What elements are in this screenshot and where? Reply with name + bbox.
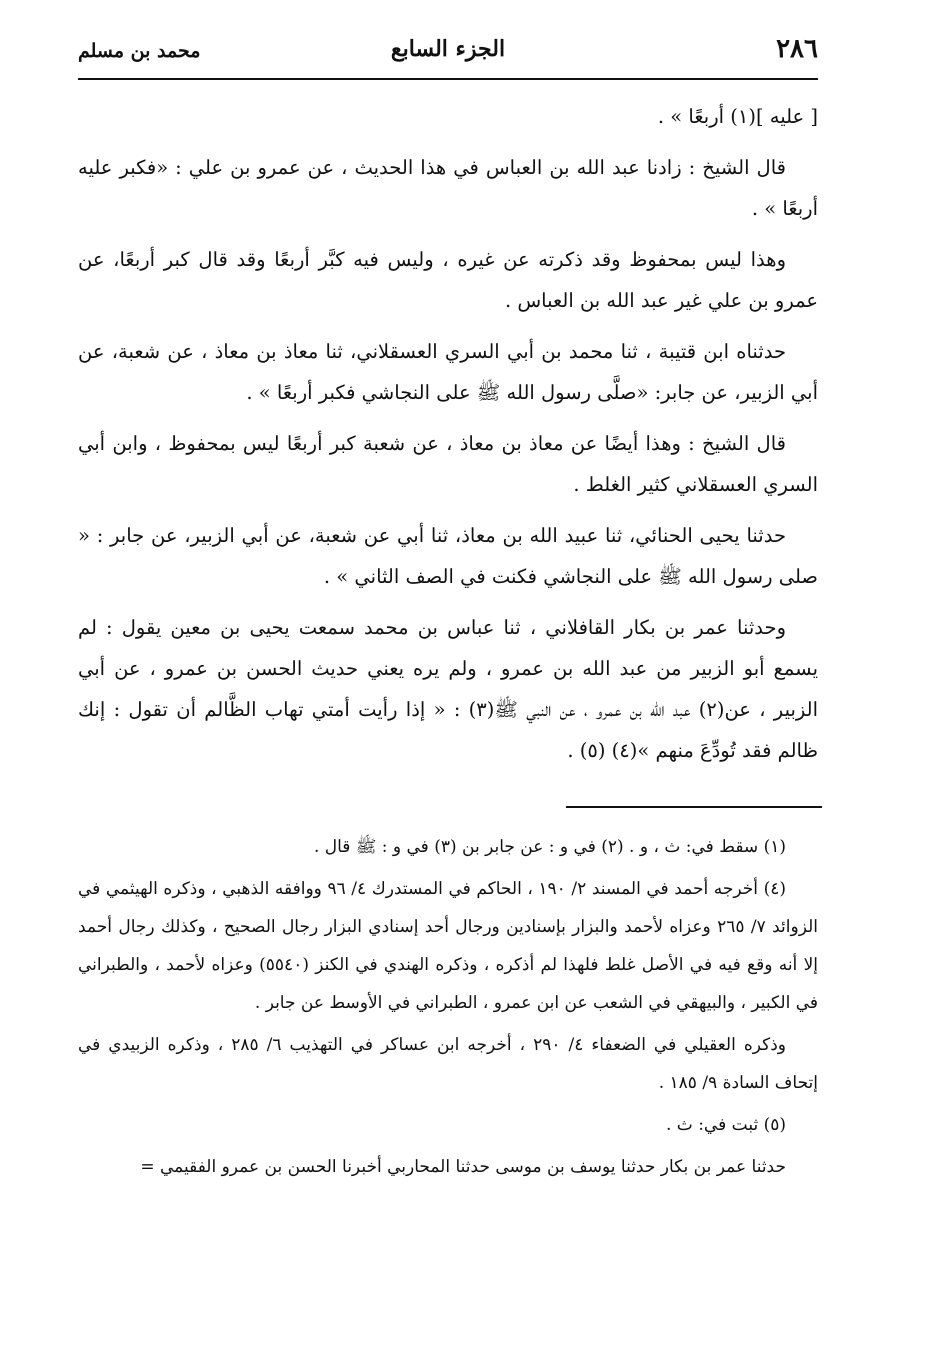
footnote-5: (٥) ثبت في: ث . [665,1115,786,1135]
header-rule [78,78,818,80]
paragraph-4: حدثناه ابن قتيبة ، ثنا محمد بن أبي السري العسقلاني، ثنا معاذ بن معاذ ، عن شعبة، عن أبي الزبير، عن جابر: «صلَّى رسول الله ﷺ على النجاشي فكبر أربعًا » . [78,340,818,404]
paragraph-2: قال الشيخ : زادنا عبد الله بن العباس في هذا الحديث ، عن عمرو بن علي : «فكبر عليه أربعًا » . [78,156,818,220]
footnote-5-continued: حدثنا عمر بن بكار حدثنا يوسف بن موسى حدثنا المحاربي أخبرنا الحسن بن عمرو الفقيمي = [140,1157,786,1177]
volume-title: الجزء السابع [390,36,506,62]
footnote-rule [566,806,822,808]
footnote-1-3: (١) سقط في: ث ، و . (٢) في و : عن جابر بن (٣) في و : ﷺ قال . [313,837,786,857]
paragraph-6: حدثنا يحيى الحنائي، ثنا عبيد الله بن معاذ، ثنا أبي عن شعبة، عن أبي الزبير، عن جابر : « صلى رسول الله ﷺ على النجاشي فكنت في الصف الثاني » . [78,524,818,588]
footnote-4-continued: وذكره العقيلي في الضعفاء ٤/ ٢٩٠ ، أخرجه ابن عساكر في التهذيب ٦/ ٢٨٥ ، وذكره الزبيدي في إتحاف السادة ٩/ ١٨٥ . [78,1035,818,1093]
author-name: محمد بن مسلم [78,40,201,62]
footnotes [78,828,818,1190]
footnote-4: (٤) أخرجه أحمد في المسند ٢/ ١٩٠ ، الحاكم في المستدرك ٤/ ٩٦ ووافقه الذهبي ، وذكره الهيثمي في الزوائد ٧/ ٢٦٥ وعزاه لأحمد والبزار بإسنادين ورجال أحد إسنادي البزار رجال الصحيح ، وكذلك رجال أحمد إلا أنه وقع فيه في الأصل غلط فلهذا لم أذكره ، وذكره الهندي في الكنز (٥٥٤٠) وعزاه لأحمد ، والطبراني في الكبير ، والبيهقي في الشعب عن ابن عمرو ، الطبراني في الأوسط عن جابر . [78,879,818,1013]
paragraph-3: وهذا ليس بمحفوظ وقد ذكرته عن غيره ، وليس فيه كبَّر أربعًا وقد قال كبر أربعًا، عن عمرو بن علي غير عبد الله بن العباس . [78,248,818,312]
main-text [78,96,818,781]
page-header [78,30,818,78]
page-number: ٢٨٦ [776,34,818,64]
paragraph-1: [ عليه ](١) أربعًا » . [657,105,818,128]
paragraph-7: وحدثنا عمر بن بكار القافلاني ، ثنا عباس بن محمد سمعت يحيى بن معين يقول : لم يسمع أبو الزبير من عبد الله بن عمرو ، ولم يره يعني حديث الحسن بن عمرو ، عن أبي الزبير ، عن(٢) عبد الله بن عمرو ، عن النبي ﷺ(٣) : « إذا رأيت أمتي تهاب الظَّالم أن تقول : إنك ظالم فقد تُودِّعَ منهم »(٤) (٥) . [78,616,818,762]
paragraph-5: قال الشيخ : وهذا أيضًا عن معاذ بن معاذ ، عن شعبة كبر أربعًا ليس بمحفوظ ، وابن أبي السري العسقلاني كثير الغلط . [78,432,818,496]
